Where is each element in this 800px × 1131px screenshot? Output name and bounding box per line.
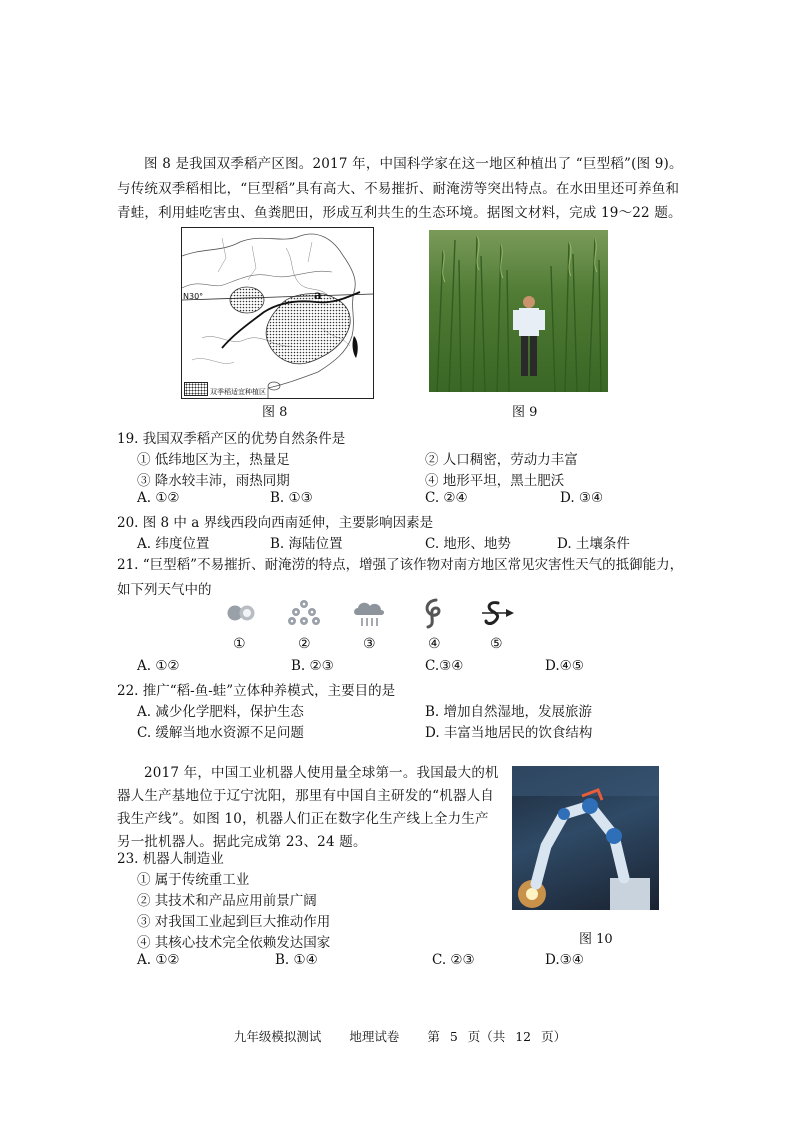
q21-choice-b: B. ②③ [291,658,334,674]
footer-subject: 地理试卷 [349,1029,400,1044]
q22-choice-c: C. 缓解当地水资源不足问题 [137,725,304,741]
q23-item-1: ① 属于传统重工业 [137,872,250,888]
figure-9-photo [429,230,608,392]
question-21-stem: 21. “巨型稻”不易摧折、耐淹涝的特点，增强了该作物对南方地区常见灾害性天气的抵御能力，如下列天气中的 [117,557,684,598]
q23-choice-b: B. ①④ [275,952,318,968]
q19-item-1: ① 低纬地区为主，热量足 [137,452,290,468]
q23-choice-a: A. ①② [137,952,180,968]
icon-number-5: ⑤ [490,636,503,652]
q19-choice-c: C. ②④ [425,490,468,506]
page-footer [0,1027,800,1045]
figure-8-caption: 图 8 [262,405,288,420]
question-19-stem: 19. 我国双季稻产区的优势自然条件是 [117,431,346,447]
figure-10-caption: 图 10 [579,932,613,947]
q20-choice-c: C. 地形、地势 [425,536,511,552]
icon-number-3: ③ [363,636,376,652]
q23-choice-d: D.③④ [545,952,584,968]
q23-choice-c: C. ②③ [432,952,475,968]
q19-item-4: ④ 地形平坦，黑土肥沃 [425,473,565,489]
q21-choice-a: A. ①② [137,658,180,674]
question-23-stem: 23. 机器人制造业 [117,851,224,867]
latitude-label: N30° [183,292,204,301]
legend-label: 双季稻适宜种植区 [210,388,266,396]
q22-choice-d: D. 丰富当地居民的饮食结构 [425,725,593,741]
question-20-stem: 20. 图 8 中 a 界线西段向西南延伸，主要影响因素是 [117,515,434,531]
legend-swatch-icon [184,382,208,396]
figure-10-photo [512,766,659,910]
footer-exam-name: 九年级模拟测试 [233,1029,322,1044]
q20-choice-a: A. 纬度位置 [137,536,210,552]
china-south-map-icon [182,228,373,398]
q19-item-2: ② 人口稠密，劳动力丰富 [425,452,578,468]
icon-number-4: ④ [428,636,441,652]
intro-paragraph-2: 2017 年，中国工业机器人使用量全球第一。我国最大的机器人生产基地位于辽宁沈阳，那里有中国自主研发的“机器人自我生产线”。如图 10，机器人们正在数字化生产线上全力生产另一批机器人。据此完成第 23、24 题。 [117,765,499,850]
industrial-robot-arm-icon [512,766,659,910]
q20-choice-b: B. 海陆位置 [270,536,343,552]
giant-rice-field-icon [429,230,608,392]
footer-page-number: 第 5 页（共 12 页） [427,1029,567,1044]
typhoon-icon [415,597,453,629]
q23-item-4: ④ 其核心技术完全依赖发达国家 [137,935,331,951]
question-22-stem: 22. 推广“稻-鱼-蛙”立体种养模式，主要目的是 [117,683,396,699]
q19-choice-b: B. ①③ [270,490,313,506]
q23-item-3: ③ 对我国工业起到巨大推动作用 [137,914,331,930]
figure-8-map [181,227,374,399]
q21-choice-d: D.④⑤ [545,658,584,674]
sandstorm-icon [478,597,516,629]
q20-choice-d: D. 土壤条件 [557,536,630,552]
q19-choice-a: A. ①② [137,490,180,506]
snowflake-icon [285,597,323,629]
q22-choice-b: B. 增加自然湿地，发展旅游 [425,704,593,720]
q19-item-3: ③ 降水较丰沛，雨热同期 [137,473,290,489]
intro-paragraph-1: 图 8 是我国双季稻产区图。2017 年，中国科学家在这一地区种植出了 “巨型稻”(图 9)。与传统双季稻相比，“巨型稻”具有高大、不易摧折、耐淹涝等突出特点。在水田里还可养鱼和青蛙，利用蛙吃害虫、鱼粪肥田，形成互利共生的生态环境。据图文材料，完成 19～22 题。 [117,156,683,221]
icon-number-2: ② [298,636,311,652]
q23-item-2: ② 其技术和产品应用前景广阔 [137,893,317,909]
fog-icon [222,597,260,629]
q21-choice-c: C.③④ [425,658,464,674]
rain-cloud-icon [350,597,388,629]
icon-number-1: ① [233,636,246,652]
boundary-a-label: a [314,288,322,302]
q22-choice-a: A. 减少化学肥料，保护生态 [137,704,304,720]
q19-choice-d: D. ③④ [560,490,604,506]
figure-9-caption: 图 9 [512,405,538,420]
